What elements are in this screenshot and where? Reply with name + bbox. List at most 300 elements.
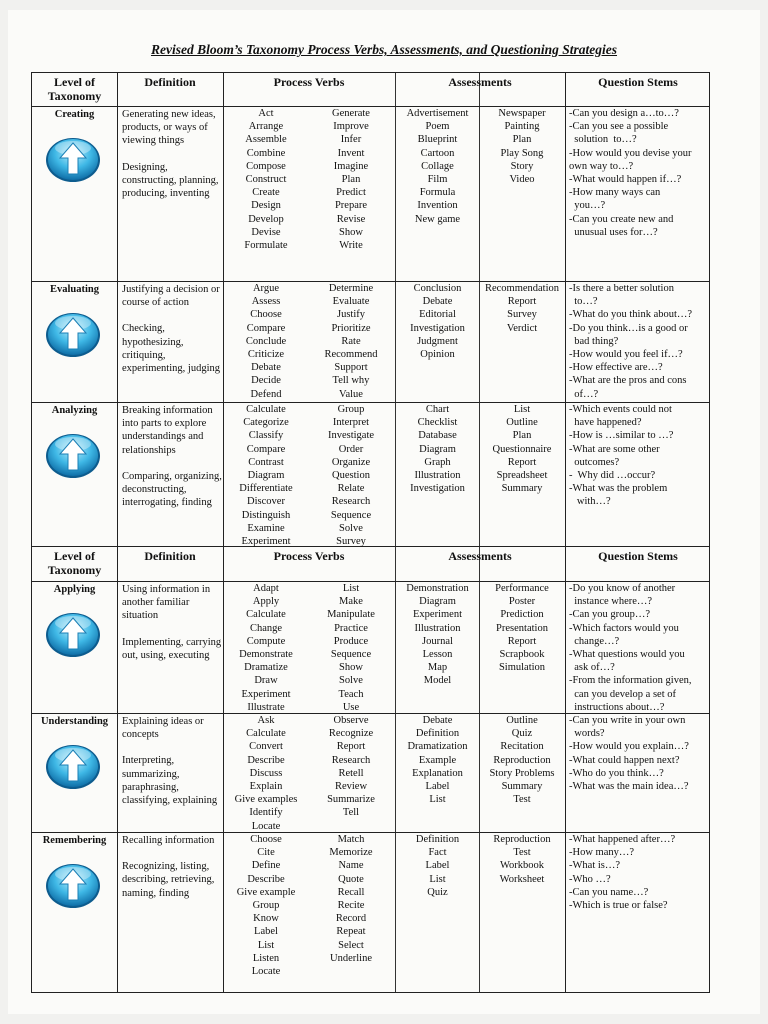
assessment-item: Illustration <box>414 622 461 634</box>
process-verb-item: Devise <box>251 226 281 238</box>
assessment-item: Illustration <box>414 470 461 482</box>
up-arrow-icon <box>45 612 101 658</box>
definition-text <box>122 404 222 509</box>
process-verb-item: Convert <box>249 741 283 753</box>
up-arrow-icon <box>45 863 101 909</box>
question-stem: -Can you group…? <box>569 609 651 621</box>
assessment-item: Investigation <box>410 322 465 334</box>
process-verb-item: Summarize <box>327 794 375 806</box>
process-verb-item: Distinguish <box>241 509 291 521</box>
process-verb <box>308 282 394 401</box>
question-stem: own way to…? <box>569 160 634 172</box>
process-verb <box>308 107 394 252</box>
process-verb-item: Argue <box>252 283 280 294</box>
process-verb <box>224 833 308 978</box>
process-verb <box>308 714 394 820</box>
assessment-item: Workbook <box>499 860 545 872</box>
assessment <box>396 282 479 361</box>
process-verb-item: Ask <box>257 715 275 726</box>
process-verb-item: Research <box>331 754 371 766</box>
question-stem: bad thing? <box>569 335 619 347</box>
question-stem: -How would you explain…? <box>569 741 689 753</box>
process-verb-item: Criticize <box>247 349 285 361</box>
question-stem: -What are some other <box>569 443 660 455</box>
process-verb-item: Develop <box>248 213 284 225</box>
assessment-item: Conclusion <box>413 283 462 294</box>
question-stem: -Can you design a…to…? <box>569 108 679 119</box>
assessment-item: Newspaper <box>498 108 546 119</box>
process-verb-item: Illustrate <box>247 701 285 713</box>
process-verb-item: Order <box>338 443 364 455</box>
assessment-item: Prediction <box>500 609 544 621</box>
question-stems <box>569 403 711 509</box>
assessment <box>396 714 479 806</box>
process-verb-item: Demonstrate <box>239 649 293 661</box>
definition-paragraph: Interpreting, summarizing, paraphrasing, classifying, explaining <box>122 755 218 807</box>
process-verb-item: Underline <box>330 952 372 964</box>
header-assessments: Assessments <box>448 549 512 563</box>
level-name: Applying <box>53 584 96 595</box>
assessment-item: Explanation <box>412 767 463 779</box>
header-process-verbs: Process Verbs <box>273 75 345 89</box>
assessment-item: Summary <box>501 781 543 793</box>
process-verb-item: Calculate <box>246 728 286 740</box>
process-verb-item: Observe <box>333 715 369 726</box>
assessment-item: Simulation <box>498 662 546 674</box>
assessment-item: Quiz <box>511 728 533 740</box>
process-verb-item: Decide <box>251 375 281 387</box>
process-verb-item: Recall <box>337 886 365 898</box>
process-verb-item: Determine <box>328 283 374 294</box>
process-verb-item: Arrange <box>248 121 284 133</box>
question-stem: -Can you see a possible <box>569 121 669 133</box>
header-definition: Definition <box>144 75 196 89</box>
process-verb-item: Solve <box>339 522 363 534</box>
process-verb-item: Write <box>339 240 363 252</box>
process-verb-item: Change <box>249 622 283 634</box>
assessment-item: New game <box>414 213 461 225</box>
question-stem: -What was the main idea…? <box>569 781 689 793</box>
question-stem: instructions about…? <box>569 701 665 713</box>
process-verb <box>224 107 308 252</box>
assessment-item: Blueprint <box>417 134 458 146</box>
level-name: Analyzing <box>51 405 98 416</box>
question-stem: -Which factors would you <box>569 622 679 634</box>
process-verb <box>224 282 308 401</box>
process-verb-item: Support <box>334 362 368 374</box>
process-verb-item: Create <box>252 187 280 199</box>
process-verb-item: Invent <box>337 147 365 159</box>
process-verb-item: Locate <box>251 820 281 832</box>
process-verb-item: Label <box>254 926 278 938</box>
definition-text <box>122 108 222 200</box>
question-stem: -What questions would you <box>569 649 685 661</box>
process-verb-item: Teach <box>338 688 364 700</box>
assessment-item: Model <box>423 675 452 687</box>
process-verb-item: Recognize <box>328 728 374 740</box>
assessment <box>480 107 564 186</box>
process-verb-item: Show <box>339 226 363 238</box>
assessment-item: Performance <box>495 583 549 594</box>
assessment-item: Verdict <box>506 322 538 334</box>
definition-text <box>122 283 222 375</box>
process-verb-item: Practice <box>334 622 368 634</box>
assessment-item: Dramatization <box>407 741 468 753</box>
assessment-item: Lesson <box>422 649 453 661</box>
question-stem: -Which events could not <box>569 404 672 415</box>
assessment-item: List <box>429 873 446 885</box>
question-stem: can you develop a set of <box>569 688 677 700</box>
question-stem: outcomes? <box>569 456 620 468</box>
assessment-item: Judgment <box>417 335 458 347</box>
assessment-item: Fact <box>428 847 447 859</box>
process-verb-item: Apply <box>252 596 280 608</box>
question-stem: words? <box>569 728 605 740</box>
question-stem: -What was the problem <box>569 483 668 495</box>
assessment-item: Survey <box>507 309 537 321</box>
definition-paragraph: Recalling information <box>122 835 215 846</box>
header-definition: Definition <box>144 549 196 563</box>
taxonomy-table <box>31 72 710 993</box>
assessment-item: Summary <box>501 483 543 495</box>
question-stem: -How many ways can <box>569 187 661 199</box>
question-stem: -Can you name…? <box>569 886 649 898</box>
assessment-item: Recitation <box>500 741 544 753</box>
assessment-item: Label <box>425 781 450 793</box>
question-stems <box>569 107 711 239</box>
process-verb-item: Investigate <box>327 430 375 442</box>
assessment <box>396 107 479 226</box>
process-verb-item: Contrast <box>248 456 284 468</box>
assessment-item: Cartoon <box>420 147 455 159</box>
assessment-item: Scrapbook <box>499 649 545 661</box>
assessment-item: Plan <box>512 430 532 442</box>
assessment-item: Invention <box>417 200 458 212</box>
level-name: Creating <box>54 109 95 120</box>
process-verb-item: Infer <box>340 134 362 146</box>
question-stem: you…? <box>569 200 606 212</box>
question-stem: -Who do you think…? <box>569 767 664 779</box>
process-verb <box>308 833 394 965</box>
assessment-item: Example <box>418 754 457 766</box>
question-stem: -How many…? <box>569 847 635 859</box>
process-verb-item: Discover <box>247 496 285 508</box>
process-verb-item: Repeat <box>336 926 366 938</box>
question-stem: -Do you know of another <box>569 583 676 594</box>
process-verb-item: Construct <box>245 174 287 186</box>
definition-paragraph: Designing, constructing, planning, producing, inventing <box>122 161 219 200</box>
assessment-item: Chart <box>425 404 450 415</box>
process-verb-item: Categorize <box>243 417 289 429</box>
definition-paragraph: Comparing, organizing, deconstructing, interrogating, finding <box>122 470 222 509</box>
assessment-item: Definition <box>415 728 460 740</box>
process-verb-item: Debate <box>251 362 281 374</box>
process-verb-item: Define <box>251 860 281 872</box>
process-verb-item: Match <box>337 834 365 845</box>
question-stem: -What do you think about…? <box>569 309 693 321</box>
process-verb-item: Interpret <box>332 417 370 429</box>
process-verb-item: Compare <box>246 322 286 334</box>
up-arrow-icon <box>45 312 101 358</box>
definition-text <box>122 583 222 662</box>
process-verb-item: Diagram <box>247 470 285 482</box>
question-stem: -How would you feel if…? <box>569 349 683 361</box>
up-arrow-icon <box>45 137 101 183</box>
process-verb-item: Quote <box>338 873 364 885</box>
question-stem: with…? <box>569 496 611 508</box>
process-verb-item: Assess <box>251 296 281 308</box>
definition-text <box>122 834 222 900</box>
assessment-item: Worksheet <box>499 873 545 885</box>
header-question-stems: Question Stems <box>598 75 678 89</box>
definition-text <box>122 715 222 807</box>
process-verb-item: Defend <box>250 388 282 400</box>
process-verb-item: Record <box>335 913 367 925</box>
definition-paragraph: Implementing, carrying out, using, executing <box>122 636 222 661</box>
process-verb-item: Formulate <box>244 240 288 252</box>
assessment-item: Investigation <box>410 483 465 495</box>
process-verb-item: Organize <box>331 456 371 468</box>
assessment-item: Debate <box>422 715 453 726</box>
assessment-item: Outline <box>506 715 538 726</box>
process-verb-item: Justify <box>336 309 365 321</box>
question-stem: instance where…? <box>569 596 653 608</box>
process-verb-item: Survey <box>336 536 366 548</box>
process-verb-item: Compute <box>246 635 286 647</box>
process-verb-item: Experiment <box>241 536 291 548</box>
assessment-item: Quiz <box>427 886 448 898</box>
process-verb-item: Revise <box>336 213 366 225</box>
process-verb-item: Locate <box>251 966 281 978</box>
assessment-item: Test <box>513 794 531 806</box>
process-verb-item: Improve <box>333 121 369 133</box>
question-stem: to…? <box>569 296 598 308</box>
question-stem: -Can you create new and <box>569 213 674 225</box>
process-verb-item: Show <box>339 662 363 674</box>
question-stem: -Can you write in your own <box>569 715 686 726</box>
question-stem: -Is there a better solution <box>569 283 674 294</box>
definition-paragraph: Recognizing, listing, describing, retrieving, naming, finding <box>122 861 215 899</box>
question-stems <box>569 714 711 793</box>
process-verb-item: Relate <box>337 483 365 495</box>
process-verb-item: Act <box>258 108 274 119</box>
assessment-item: Label <box>425 860 450 872</box>
header-process-verbs: Process Verbs <box>273 549 345 563</box>
process-verb <box>308 403 394 548</box>
process-verb-item: Sequence <box>330 509 372 521</box>
process-verb-item: Give examples <box>234 794 298 806</box>
process-verb-item: Draw <box>254 675 278 687</box>
process-verb-item: Differentiate <box>239 483 293 495</box>
question-stem: -How would you devise your <box>569 147 692 159</box>
assessment <box>480 833 564 886</box>
process-verb-item: Retell <box>338 767 364 779</box>
process-verb-item: Generate <box>332 108 370 119</box>
process-verb-item: Predict <box>336 187 366 199</box>
process-verb-item: Explain <box>249 781 283 793</box>
process-verb-item: Imagine <box>333 160 369 172</box>
assessment-item: Play Song <box>500 147 544 159</box>
process-verb-item: Calculate <box>246 404 286 415</box>
process-verb-item: Rate <box>341 335 361 347</box>
assessment-item: Report <box>507 635 537 647</box>
process-verb <box>224 582 308 714</box>
process-verb-item: Tell why <box>332 375 370 387</box>
assessment-item: Painting <box>504 121 540 133</box>
col-divider <box>565 73 566 992</box>
assessment-item: Journal <box>422 635 453 647</box>
definition-paragraph: Generating new ideas, products, or ways of viewing things <box>122 109 216 147</box>
level-name: Evaluating <box>49 284 99 295</box>
process-verb-item: Research <box>331 496 371 508</box>
assessment-item: Test <box>513 847 531 859</box>
process-verb-item: Report <box>336 741 366 753</box>
assessment <box>480 714 564 806</box>
process-verb-item: Give example <box>236 886 296 898</box>
definition-paragraph: Checking, hypothesizing, critiquing, experimenting, judging <box>122 323 220 375</box>
question-stem: -What could happen next? <box>569 754 680 766</box>
process-verb-item: Design <box>251 200 281 212</box>
process-verb-item: Manipulate <box>327 609 375 621</box>
assessment-item: Collage <box>421 160 454 172</box>
process-verb-item: Sequence <box>330 649 372 661</box>
process-verb-item: Compare <box>246 443 286 455</box>
process-verb-item: Solve <box>339 675 363 687</box>
process-verb-item: Question <box>332 470 370 482</box>
assessment <box>396 833 479 899</box>
process-verb-item: Value <box>339 388 363 400</box>
assessment <box>480 582 564 674</box>
process-verb <box>308 582 394 714</box>
process-verb-item: Plan <box>341 174 361 186</box>
assessment-item: Video <box>509 174 535 186</box>
process-verb-item: Group <box>252 900 280 912</box>
process-verb-item: Discuss <box>249 767 283 779</box>
process-verb-item: List <box>257 939 275 951</box>
process-verb-item: Calculate <box>246 609 286 621</box>
process-verb-item: Experiment <box>241 688 291 700</box>
assessment-item: Graph <box>424 456 451 468</box>
assessment <box>396 582 479 688</box>
process-verb-item: Classify <box>248 430 284 442</box>
process-verb <box>224 714 308 833</box>
assessment-item: Opinion <box>420 349 455 361</box>
assessment-item: Editorial <box>419 309 456 321</box>
process-verb-item: Choose <box>250 834 282 845</box>
assessment-item: Plan <box>512 134 532 146</box>
assessment-item: Recommendation <box>484 283 560 294</box>
assessment-item: Poster <box>508 596 536 608</box>
process-verb-item: Group <box>337 404 365 415</box>
question-stem: -What are the pros and cons <box>569 375 687 387</box>
question-stem: -Which is true or false? <box>569 900 668 912</box>
assessment-item: Advertisement <box>406 108 469 119</box>
process-verb-item: Name <box>338 860 364 872</box>
process-verb-item: Use <box>342 701 360 713</box>
process-verb-item: Prioritize <box>331 322 371 334</box>
question-stem: of…? <box>569 388 599 400</box>
process-verb-item: Choose <box>250 309 282 321</box>
assessment-item: Reproduction <box>493 754 551 766</box>
process-verb-item: Make <box>339 596 363 608</box>
question-stem: - Why did …occur? <box>569 470 656 482</box>
question-stem: have happened? <box>569 417 642 429</box>
up-arrow-icon <box>45 433 101 479</box>
question-stems <box>569 582 711 714</box>
assessment-item: Demonstration <box>406 583 469 594</box>
process-verb-item: Review <box>334 781 368 793</box>
process-verb-item: List <box>342 583 360 594</box>
process-verb-item: Know <box>253 913 279 925</box>
assessment <box>480 403 564 495</box>
question-stem: change…? <box>569 635 620 647</box>
question-stems <box>569 833 711 912</box>
assessment-item: Debate <box>422 296 453 308</box>
assessment-item: Map <box>427 662 448 674</box>
assessment-item: Diagram <box>419 443 456 455</box>
assessment-item: Database <box>418 430 457 442</box>
header-level: Level of Taxonomy <box>47 549 102 577</box>
assessment-item: Presentation <box>496 622 548 634</box>
definition-paragraph: Using information in another familiar situation <box>122 584 211 622</box>
question-stems <box>569 282 711 401</box>
definition-paragraph: Explaining ideas or concepts <box>122 716 204 741</box>
assessment-item: Diagram <box>419 596 456 608</box>
process-verb <box>224 403 308 548</box>
question-stem: ask of…? <box>569 662 615 674</box>
assessment <box>480 282 564 335</box>
question-stem: -How is …similar to …? <box>569 430 674 442</box>
definition-paragraph: Breaking information into parts to explore understandings and relationships <box>122 405 213 456</box>
assessment-item: Definition <box>415 834 460 845</box>
assessment-item: Report <box>507 296 537 308</box>
page-title: Revised Bloom’s Taxonomy Process Verbs, Assessments, and Questioning Strategies <box>150 42 618 57</box>
assessment-item: List <box>513 404 531 415</box>
process-verb-item: Prepare <box>334 200 368 212</box>
process-verb-item: Recommend <box>324 349 378 361</box>
process-verb-item: Produce <box>333 635 369 647</box>
process-verb-item: Listen <box>252 952 280 964</box>
header-question-stems: Question Stems <box>598 549 678 563</box>
process-verb-item: Cite <box>257 847 275 859</box>
process-verb-item: Conclude <box>245 335 287 347</box>
process-verb-item: Dramatize <box>244 662 288 674</box>
assessment-item: Story Problems <box>489 767 555 779</box>
assessment-item: Questionnaire <box>492 443 552 455</box>
process-verb-item: Memorize <box>329 847 373 859</box>
assessment-item: Story <box>510 160 534 172</box>
level-name: Understanding <box>40 716 109 727</box>
assessment-item: Poem <box>425 121 450 133</box>
up-arrow-icon <box>45 744 101 790</box>
process-verb-item: Describe <box>247 873 285 885</box>
question-stem: solution to…? <box>569 134 637 146</box>
process-verb-item: Assemble <box>245 134 287 146</box>
process-verb-item: Select <box>338 939 364 951</box>
assessment-item: Formula <box>419 187 456 199</box>
process-verb-item: Describe <box>247 754 285 766</box>
process-verb-item: Identify <box>249 807 283 819</box>
question-stem: -What would happen if…? <box>569 174 682 186</box>
definition-paragraph: Justifying a decision or course of action <box>122 284 220 309</box>
question-stem: -What happened after…? <box>569 834 676 845</box>
question-stem: -Who …? <box>569 873 611 885</box>
question-stem: -How effective are…? <box>569 362 663 374</box>
process-verb-item: Adapt <box>253 583 279 594</box>
assessment-item: List <box>429 794 446 806</box>
assessment-item: Reproduction <box>493 834 551 845</box>
process-verb-item: Examine <box>247 522 285 534</box>
